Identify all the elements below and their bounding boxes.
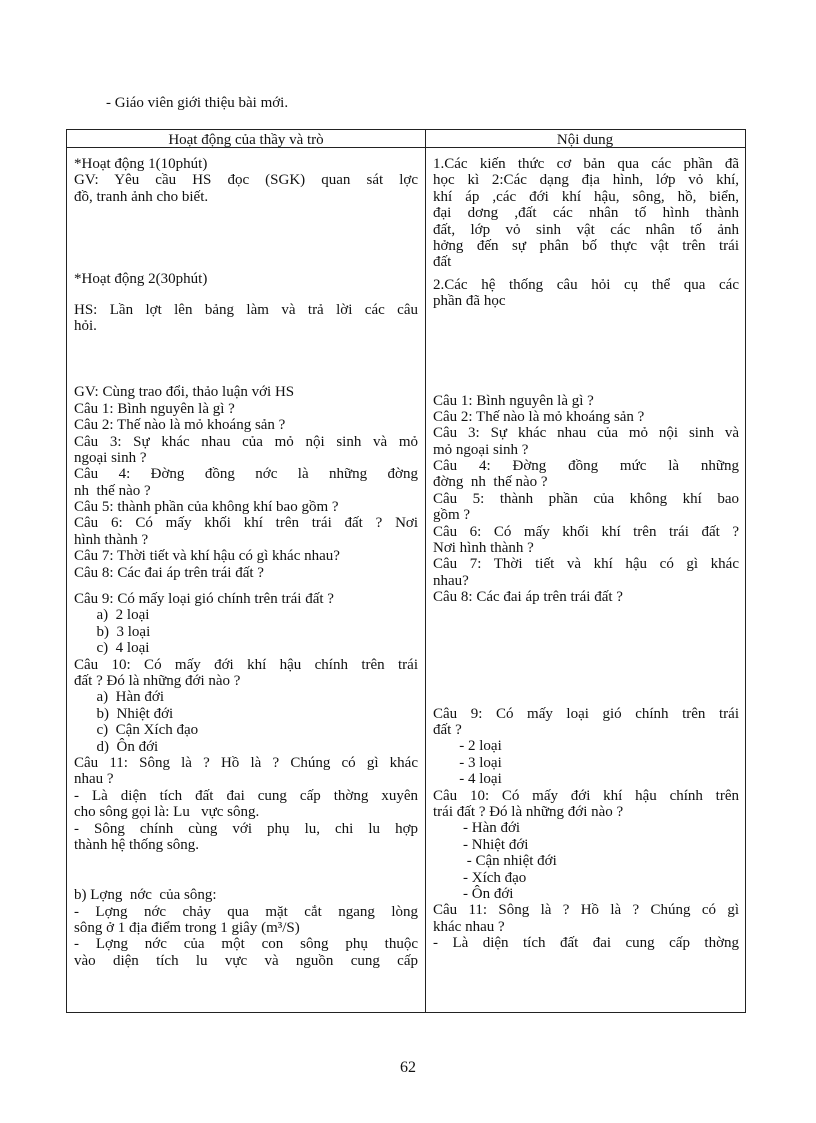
left-text-line: a) 2 loại [74, 607, 150, 624]
left-text-line: - Lợng nớc chảy qua mặt cắt ngang lòng [74, 903, 418, 920]
right-text-line: Câu 4: Đờng đồng mức là những [433, 458, 739, 475]
right-text-line: - Là diện tích đất đai cung cấp thờng [433, 935, 739, 952]
page-number: 62 [400, 1059, 416, 1076]
right-text-line: nhau? [433, 572, 469, 589]
left-text-line: c) 4 loại [74, 640, 150, 657]
right-text-line: Câu 3: Sự khác nhau của mỏ nội sinh và [433, 425, 739, 442]
right-text-line: - 3 loại [433, 754, 502, 771]
left-text-line: nh thế nào ? [74, 482, 151, 499]
spacer [74, 853, 418, 887]
left-text-line: HS: Lần lợt lên bảng làm và trả lời các câu [74, 301, 418, 318]
left-text-line: Câu 7: Thời tiết và khí hậu có gì khác nhau? [74, 548, 340, 565]
left-text-line: nhau ? [74, 771, 114, 788]
left-text-line: Câu 11: Sông là ? Hồ là ? Chúng có gì khác [74, 754, 418, 771]
right-text-line: Câu 11: Sông là ? Hồ là ? Chúng có gì [433, 902, 739, 919]
right-text-line: Nơi hình thành ? [433, 540, 534, 557]
right-text-line: trái đất ? Đó là những đới nào ? [433, 803, 624, 820]
right-text-line: phần đã học [433, 293, 506, 310]
right-text-line: gồm ? [433, 507, 471, 524]
right-text-line: Câu 5: thành phần của không khí bao [433, 490, 739, 507]
left-text-line: đồ, tranh ảnh cho biết. [74, 188, 209, 205]
left-text-line: Câu 10: Có mấy đới khí hậu chính trên trái [74, 656, 418, 673]
right-text-line: - Ôn đới [433, 885, 514, 902]
column-divider [425, 130, 426, 1012]
left-text-line: hình thành ? [74, 531, 149, 548]
left-text-line: cho sông gọi là: Lu vực sông. [74, 804, 260, 821]
spacer [433, 310, 739, 393]
right-text-line: Câu 7: Thời tiết và khí hậu có gì khác [433, 556, 739, 573]
spacer [74, 334, 418, 384]
right-text-line: đất ? [433, 721, 462, 738]
right-text-line: Câu 8: Các đai áp trên trái đất ? [433, 589, 623, 606]
right-text-line: Câu 6: Có mấy khối khí trên trái đất ? [433, 523, 739, 540]
right-text-line: mỏ ngoại sinh ? [433, 441, 529, 458]
spacer [74, 581, 418, 591]
left-text-line: Câu 3: Sự khác nhau của mỏ nội sinh và mỏ [74, 433, 418, 450]
header-content: Nội dung [425, 130, 745, 148]
right-text-line: đất [433, 254, 452, 271]
left-text-line: ngoại sinh ? [74, 449, 147, 466]
left-text-line: - Là diện tích đất đai cung cấp thờng xuyên [74, 787, 418, 804]
right-text-line: Câu 1: Bình nguyên là gì ? [433, 392, 594, 409]
left-text-line: d) Ôn đới [74, 738, 159, 755]
spacer [74, 205, 418, 271]
right-text-line: Câu 2: Thế nào là mỏ khoáng sản ? [433, 408, 645, 425]
right-text-line: - Hàn đới [433, 820, 521, 837]
activities-column [74, 150, 418, 1012]
right-text-line: học kì 2:Các dạng địa hình, lớp vỏ khí, [433, 172, 739, 189]
left-text-line: Câu 4: Đờng đồng nớc là những đờng [74, 466, 418, 483]
right-text-line: đất, lớp vỏ sinh vật các nhân tố ảnh [433, 221, 739, 238]
right-text-line: đại dơng ,đất các nhân tố hình thành [433, 205, 739, 222]
left-text-line: b) Lợng nớc của sông: [74, 887, 217, 904]
left-text-line: b) Nhiệt đới [74, 705, 174, 722]
right-text-line: Câu 9: Có mấy loại gió chính trên trái [433, 705, 739, 722]
left-text-line: Câu 6: Có mấy khối khí trên trái đất ? Nơi [74, 515, 418, 532]
left-text-line: vào diện tích lu vực và nguồn cung cấp [74, 952, 418, 969]
left-text-line: Câu 1: Bình nguyên là gì ? [74, 400, 235, 417]
left-text-line: - Sông chính cùng với phụ lu, chi lu hợp [74, 820, 418, 837]
right-text-line: - Nhiệt đới [433, 836, 529, 853]
left-text-line: Câu 2: Thế nào là mỏ khoáng sản ? [74, 417, 286, 434]
right-text-line: - Cận nhiệt đới [433, 853, 557, 870]
right-text-line: - 4 loại [433, 771, 502, 788]
right-text-line: đờng nh thế nào ? [433, 474, 548, 491]
left-text-line: - Lợng nớc của một con sông phụ thuộc [74, 936, 418, 953]
left-text-line: GV: Yêu cầu HS đọc (SGK) quan sát lợc [74, 172, 418, 189]
left-text-line: b) 3 loại [74, 623, 151, 640]
right-text-line: 1.Các kiến thức cơ bản qua các phần đã [433, 156, 739, 172]
intro-line: - Giáo viên giới thiệu bài mới. [106, 95, 289, 111]
left-text-line: c) Cận Xích đạo [74, 722, 199, 739]
header-activities: Hoạt động của thầy và trò [67, 130, 425, 148]
left-text-line: Câu 5: thành phần của không khí bao gồm ? [74, 499, 339, 516]
right-text-line: hởng đến sự phân bố thực vật trên trái [433, 237, 739, 254]
left-text-line: a) Hàn đới [74, 689, 164, 706]
left-text-line: sông ở 1 địa điểm trong 1 giây (m³/S) [74, 920, 300, 937]
left-text-line: thành hệ thống sông. [74, 836, 199, 853]
right-text-line: 2.Các hệ thống câu hỏi cụ thể qua các [433, 276, 739, 293]
right-text-line: - Xích đạo [433, 869, 527, 886]
right-text-line: Câu 10: Có mấy đới khí hậu chính trên [433, 787, 739, 804]
lesson-table [66, 129, 746, 1013]
right-text-line: khác nhau ? [433, 918, 505, 935]
spacer [74, 288, 418, 302]
left-text-line: Câu 8: Các đai áp trên trái đất ? [74, 564, 264, 581]
spacer [433, 606, 739, 706]
left-text-line: đất ? Đó là những đới nào ? [74, 672, 241, 689]
left-text-line: Câu 9: Có mấy loại gió chính trên trái đất ? [74, 591, 334, 608]
content-column [433, 150, 739, 1012]
left-text-line: *Hoạt động 2(30phút) [74, 271, 208, 288]
right-text-line: khí áp ,các đới khí hậu, sông, hồ, biển, [433, 188, 739, 205]
left-text-line: GV: Cùng trao đổi, thảo luận với HS [74, 384, 295, 401]
right-text-line: - 2 loại [433, 738, 502, 755]
left-text-line: hỏi. [74, 317, 97, 334]
left-text-line: *Hoạt động 1(10phút) [74, 156, 208, 172]
